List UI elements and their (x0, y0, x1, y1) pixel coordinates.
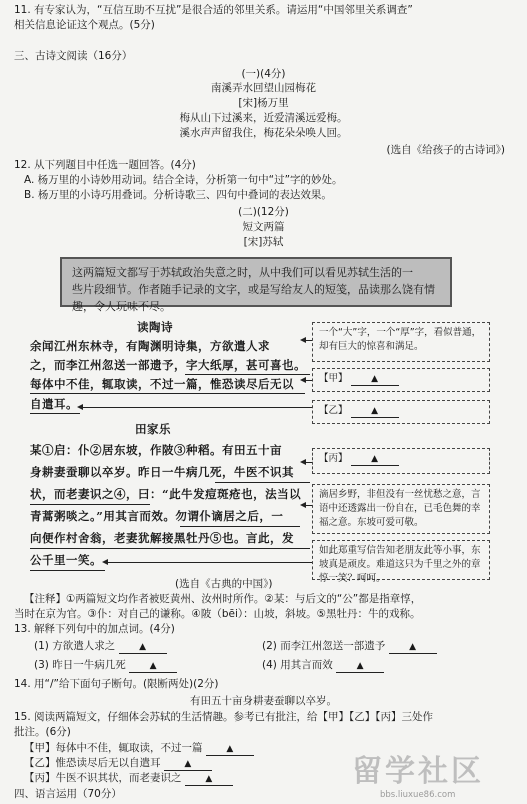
poem-part: (一)(4分) (241, 68, 286, 80)
section4-heading: 四、语言运用（70分） (14, 788, 122, 800)
q12-option-a: A. 杨万里的小诗妙用动词。结合全诗，分析第一句中“过”字的妙处。 (24, 174, 343, 186)
answer-blank[interactable] (351, 374, 399, 386)
passage1-title: 读陶诗 (137, 320, 173, 334)
q15-item-text: 【乙】惟恐读尽后无以自遣耳 (24, 757, 161, 769)
passage1-line: 余闻江州东林寺，有陶渊明诗集，方欲遣人求 (30, 339, 270, 353)
poem-author: [宋]杨万里 (238, 97, 289, 109)
prose-intro-box (60, 257, 452, 314)
passage1-line: 自遣耳。 (30, 397, 78, 411)
answer-blank[interactable] (164, 758, 212, 771)
passage2-line: 身耕妻蚕聊以卒岁。昨日一牛病几死，牛医不识其 (30, 465, 294, 479)
q13-item4 (262, 658, 384, 673)
q11-line1: 11. 有专家认为，“互信互助不互扰”是很合适的邻里关系。请运用“中国邻里关系调查” (14, 4, 413, 16)
triangle-icon: ▲ (371, 406, 378, 416)
watermark-logo: 留学社区 (352, 754, 484, 789)
q15-item-c (24, 771, 233, 786)
q12-option-b: B. 杨万里的小诗巧用叠词。分析诗歌三、四句中叠词的表达效果。 (24, 189, 332, 201)
passage1-line: 之，而李江州忽送一部遗予，字大纸厚，甚可喜也。 (30, 358, 306, 372)
prose-part: (二)(12分) (238, 206, 289, 218)
q11-line2: 相关信息论证这个观点。(5分) (14, 19, 155, 31)
poem-source: (选自《给孩子的古诗词》) (386, 144, 505, 156)
answer-blank[interactable] (336, 660, 384, 673)
annotation-jia-box (312, 368, 490, 392)
notes-line1: 【注释】①两篇短文均作者被贬黄州、汝州时所作。②某：与后文的“公”都是指章惇， (24, 593, 422, 605)
poem-line1: 梅从山下过溪来，近爱清溪远爱梅。 (179, 112, 348, 124)
underline (30, 413, 80, 414)
prose-source: (选自《古典的中国》) (175, 578, 273, 590)
annotation-label: 【甲】 (319, 373, 348, 384)
arrow (305, 340, 312, 341)
q15-item-a (24, 741, 254, 756)
underline (30, 548, 310, 549)
arrow (82, 407, 312, 408)
q15-stem1: 15. 阅读两篇短文，仔细体会苏轼的生活情趣。参考已有批注，给【甲】【乙】【丙】三处作 (14, 711, 434, 723)
underline (30, 504, 150, 505)
poem-line2: 溪水声声留我住，梅花朵朵唤人回。 (179, 127, 348, 139)
annotation-bing-box (312, 448, 490, 474)
q13-item-text: (4) 用其言而效 (262, 659, 333, 671)
q13-item3 (34, 658, 177, 673)
annotation-label: 【丙】 (319, 453, 348, 464)
q15-stem2: 批注。(6分) (14, 726, 71, 738)
passage2-line: 青蒿粥啖之。”用其言而效。勿谓仆谪居之后，一 (30, 509, 284, 523)
q12-stem: 12. 从下列题目中任选一题回答。(4分) (14, 159, 196, 171)
q15-item-text: 【甲】每体中不佳，辄取读，不过一篇 (24, 742, 203, 754)
arrow (305, 462, 312, 463)
passage2-title: 田家乐 (135, 422, 171, 436)
q13-stem: 13. 解释下列句中的加点词。(4分) (14, 623, 175, 635)
underline (180, 526, 300, 527)
q13-item1 (34, 639, 167, 654)
q15-item-b (24, 756, 212, 771)
triangle-icon: ▲ (139, 642, 147, 652)
answer-blank[interactable] (119, 641, 167, 654)
arrow (305, 505, 312, 506)
q15-item-text: 【丙】牛医不识其状，而老妻识之 (24, 772, 182, 784)
answer-blank[interactable] (129, 660, 177, 673)
q13-item-text: (1) 方欲遣人求之 (34, 640, 116, 652)
answer-blank[interactable] (389, 641, 437, 654)
q13-item2 (262, 639, 437, 654)
passage2-line: 公千里一笑。 (30, 553, 102, 567)
annotation-box: 一个“大”字，一个“厚”字，看似普通，却有巨大的惊喜和满足。 (312, 322, 490, 362)
prose-author: [宋]苏轼 (243, 236, 284, 248)
passage2-line: 向便作村舍翁，老妻犹解接黑牡丹⑤也。言此，发 (30, 531, 294, 545)
arrow (305, 380, 312, 381)
underline (215, 482, 310, 483)
answer-blank[interactable] (206, 743, 254, 756)
underline (30, 393, 305, 394)
underline (30, 570, 105, 571)
q13-item-text: (2) 而李江州忽送一部遗予 (262, 640, 386, 652)
watermark-url: bbs.liuxue86.com (380, 790, 456, 800)
prose-intro-line: 些片段细节。作者随手记录的文字，或是写给友人的短笺，品读那么饶有情 (72, 283, 435, 297)
triangle-icon: ▲ (205, 774, 213, 784)
q14-sentence: 有田五十亩身耕妻蚕聊以卒岁。 (190, 695, 337, 707)
underline (185, 374, 310, 375)
answer-blank[interactable] (351, 406, 399, 418)
section3-heading: 三、古诗文阅读（16分） (14, 50, 133, 62)
prose-intro-line: 趣，令人玩味不尽。 (72, 300, 171, 314)
prose-title: 短文两篇 (242, 221, 285, 233)
passage2-line: 某①启：仆②居东坡，作陂③种稻。有田五十亩 (30, 443, 282, 457)
annotation-label: 【乙】 (319, 405, 348, 416)
passage1-line: 每体中不佳，辄取读，不过一篇，惟恐读尽后无以 (30, 377, 294, 391)
q14-stem: 14. 用“/”给下面句子断句。(限断两处)(2分) (14, 678, 219, 690)
triangle-icon: ▲ (149, 661, 157, 671)
prose-intro-line: 这两篇短文都写于苏轼政治失意之时，从中我们可以看见苏轼生活的一 (72, 266, 413, 279)
q13-item-text: (3) 昨日一牛病几死 (34, 659, 126, 671)
poem-title: 南溪弄水回望山园梅花 (211, 82, 316, 94)
arrow (107, 562, 312, 563)
triangle-icon: ▲ (409, 642, 417, 652)
answer-blank[interactable] (185, 773, 233, 786)
answer-blank[interactable] (351, 454, 399, 466)
annotation-box: 如此郑重写信告知老朋友此等小事，东坡真是顽皮。难道这只为千里之外的章惇一笑？呵呵。 (312, 540, 490, 580)
triangle-icon: ▲ (184, 759, 192, 769)
passage2-line: 状，而老妻识之④，曰：“此牛发痘斑疮也，法当以 (30, 487, 302, 501)
triangle-icon: ▲ (371, 374, 378, 384)
annotation-box: 滴居乡野，非但没有一丝忧愁之意，言语中还透露出一份自在，已毛色舞的幸福之意。东坡可爱可敬。 (312, 484, 490, 534)
triangle-icon: ▲ (226, 744, 234, 754)
annotation-yi-box (312, 400, 490, 424)
notes-line2: 当时在京为官。③仆：对自己的谦称。④陂（bēi）：山坡，斜坡。⑤黑牡丹：牛的戏称。 (14, 608, 421, 620)
triangle-icon: ▲ (356, 661, 364, 671)
triangle-icon: ▲ (371, 454, 378, 464)
